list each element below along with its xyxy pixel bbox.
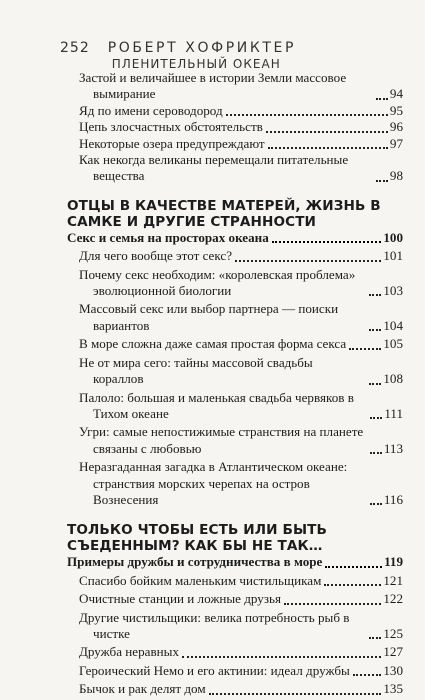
toc-entry [67,355,403,388]
toc-entry-page: 108 [383,371,403,387]
toc-entry-title: Почему секс необходим: «королевская проблема» эволюционной биологии [79,266,356,299]
toc-entry-page: 130 [383,662,403,678]
dot-leader [266,130,388,133]
toc-entry-page: 116 [383,491,403,507]
toc-section-page: 119 [384,554,403,570]
dot-leader [369,293,381,296]
toc-section-page: 100 [383,229,403,245]
chapter-heading: ОТЦЫ В КАЧЕСТВЕ МАТЕРЕЙ, ЖИЗНЬ В САМКЕ И ДРУГИЕ СТРАННОСТИ [67,197,381,230]
toc-section [67,554,403,570]
toc-entry-page: 135 [383,681,403,697]
toc-entry [67,644,403,660]
dot-leader [376,97,388,100]
toc-entry-title: Дружба неравных [79,644,180,660]
toc-entry [67,301,403,334]
toc-entry-title: В море сложна даже самая простая форма секса [79,336,347,352]
dot-leader [370,502,382,505]
dot-leader [369,382,381,385]
toc-entry [67,136,403,152]
running-title [108,40,403,72]
toc-entry-page: 104 [383,317,403,333]
dot-leader [226,113,388,116]
toc-entry [67,336,403,352]
toc-entry [67,103,403,119]
dot-leader [370,416,382,419]
toc-section [67,230,403,246]
toc-entry-page: 97 [389,135,403,151]
toc-entry-title: Для чего вообще этот секс? [79,248,233,264]
toc-entry [67,591,403,607]
toc-entry-title: Угри: самые непостижимые странствия на планете связаны с любовью [79,424,364,456]
dot-leader [272,240,382,243]
toc-entry [67,610,403,643]
toc-entry-title: Бычок и рак делят дом [79,681,206,697]
toc-entry [67,390,403,423]
toc-entry [67,119,403,135]
toc-entry-title: Не от мира сего: тайны массовой свадьбы кораллов [79,354,313,387]
dot-leader [370,451,382,454]
dot-leader [209,692,382,695]
toc-entry-page: 94 [389,86,403,102]
toc-entry-title: Как некогда великаны перемещали питательные вещества [79,152,349,184]
dot-leader [353,673,382,676]
toc-entry [67,663,403,679]
dot-leader [376,179,388,182]
toc-entry-title: Очистные станции и ложные друзья [79,591,282,607]
toc-entry-title: Застой и величайшее в истории Земли массовое вымирание [79,70,347,102]
toc-entry-page: 127 [383,644,403,660]
toc-section-title: Секс и семья на просторах океана [67,229,269,245]
toc-entry-page: 98 [389,168,403,184]
toc-entry [67,248,403,264]
toc-entry-page: 122 [383,591,403,607]
toc-entry-title: Героический Немо и его актинии: идеал дружбы [79,662,350,678]
table-of-contents [67,70,403,698]
toc-entry [67,681,403,697]
toc-entry-page: 101 [383,248,403,264]
toc-entry-page: 113 [383,440,403,456]
dot-leader [182,655,381,658]
running-header [60,40,403,71]
toc-entry-title: Палоло: большая и маленькая свадьба червяков в Тихом океане [79,389,354,421]
toc-entry-title: Некоторые озера предупреждают [79,135,265,151]
toc-entry [67,70,403,103]
toc-entry [67,459,403,508]
toc-entry-page: 95 [389,102,403,118]
dot-leader [324,583,381,586]
dot-leader [284,602,381,605]
toc-section-title: Примеры дружбы и сотрудничества в море [67,554,323,570]
toc-entry-title: Цепь злосчастных обстоятельств [79,119,263,135]
toc-entry-page: 111 [384,405,403,421]
dot-leader [369,328,381,331]
author-name: РОБЕРТ ХОФРИКТЕР [107,40,297,56]
book-title: ПЛЕНИТЕЛЬНЫЙ ОКЕАН [111,57,281,71]
toc-entry-title: Яд по имени сероводород [79,102,223,118]
toc-entry [67,424,403,457]
toc-entry [67,152,403,185]
dot-leader [235,259,381,262]
dot-leader [268,146,388,149]
toc-entry-title: Неразгаданная загадка в Атлантическом океане: странствия морских черепах на остров Вознесения [79,459,348,507]
toc-entry-page: 103 [383,283,403,299]
chapter-heading: ТОЛЬКО ЧТОБЫ ЕСТЬ ИЛИ БЫТЬ СЪЕДЕННЫМ? КАК БЫ НЕ ТАК… [67,522,327,555]
dot-leader [325,565,382,568]
toc-entry-page: 125 [383,625,403,641]
toc-entry-page: 105 [383,336,403,352]
toc-entry-page: 121 [383,572,403,588]
toc-entry-title: Спасибо бойким маленьким чистильщикам [79,572,322,588]
page-number: 252 [60,40,90,56]
toc-entry-page: 96 [389,119,403,135]
toc-entry-title: Другие чистильщики: велика потребность рыб в чистке [79,609,350,641]
dot-leader [369,636,381,639]
toc-entry [67,267,403,300]
toc-entry-title: Массовый секс или выбор партнера — поиски вариантов [79,301,339,333]
dot-leader [349,347,381,350]
toc-entry [67,573,403,589]
